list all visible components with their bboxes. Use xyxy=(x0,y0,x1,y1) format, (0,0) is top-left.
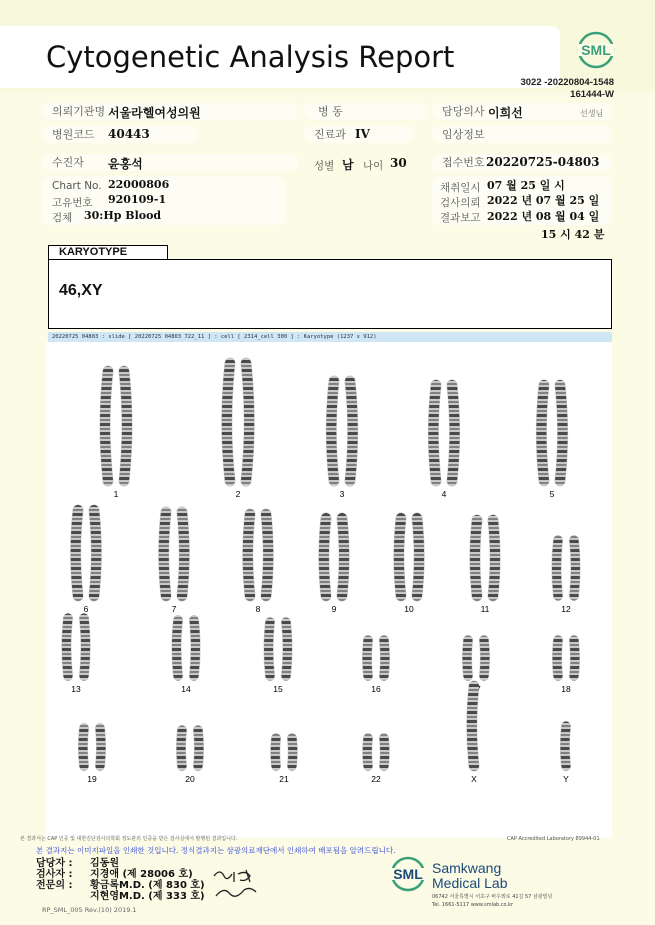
sex-value: 남 xyxy=(342,158,354,172)
chromosome-7-2 xyxy=(182,512,184,596)
chromosome-1-2 xyxy=(124,371,127,481)
id-value: 920109-1 xyxy=(108,193,167,206)
chromosome-label-13: 13 xyxy=(71,684,81,694)
chromosome-4-2 xyxy=(452,385,455,481)
karyogram-image xyxy=(46,342,612,838)
staff-role-2: 전문의 : xyxy=(36,880,73,891)
staff-role-0: 담당자 : xyxy=(36,858,73,869)
chromosome-label-21: 21 xyxy=(279,774,289,784)
chromosome-4-1 xyxy=(433,385,436,481)
logo-text: SML xyxy=(581,42,611,58)
form-version: RP_SML_005 Rev.(10) 2019.1 xyxy=(42,906,137,914)
chart-no-label: Chart No. xyxy=(52,180,102,192)
report-number: 3022 -20220804-1548 161444-W xyxy=(520,77,614,100)
chromosome-10-2 xyxy=(417,518,419,596)
chromosome-8-1 xyxy=(248,514,250,596)
chromosome-X xyxy=(472,686,474,766)
doctor-suffix: 선생님 xyxy=(580,109,604,118)
id-label: 고유번호 xyxy=(52,197,93,209)
chromosome-21-1 xyxy=(275,738,276,766)
chromosome-9-1 xyxy=(324,518,326,596)
chromosome-8-2 xyxy=(266,514,268,596)
chromosome-label-9: 9 xyxy=(331,604,337,614)
age-label: 나이 xyxy=(363,160,384,172)
chromosome-Y xyxy=(565,726,566,766)
lab-address: 06742 서울특별시 서초구 바우뫼로 41길 57 삼광빌딩 Tel. 1661-5117 www.smlab.co.kr xyxy=(432,894,553,908)
karyogram-caption: 20220725 04803 : slide [ 20220725 04803 722_11 ] : cell [ 2314_cell 300 ] : Karyotype (1237 x 912) xyxy=(48,332,612,342)
chromosome-17-2 xyxy=(484,640,485,676)
report-title: Cytogenetic Analysis Report xyxy=(46,40,455,74)
samkwang-logo-icon xyxy=(386,856,430,892)
karyotype-value: 46,XY xyxy=(59,282,103,299)
chromosome-1-1 xyxy=(105,371,108,481)
karyotype-box xyxy=(48,259,612,329)
chromosome-label-3: 3 xyxy=(339,489,345,499)
chromosome-label-X: X xyxy=(471,774,477,784)
chromosome-3-2 xyxy=(350,381,353,481)
chromosome-13-1 xyxy=(66,618,68,676)
chromosome-label-8: 8 xyxy=(255,604,261,614)
hospital-code-value: 40443 xyxy=(108,127,150,141)
chromosome-2-2 xyxy=(246,363,249,481)
chromosome-22-1 xyxy=(367,738,368,766)
chromosome-5-1 xyxy=(541,385,544,481)
chromosome-label-15: 15 xyxy=(273,684,283,694)
result-value: 2022 년 08 월 04 일 xyxy=(487,210,600,223)
signature-icon xyxy=(210,866,262,902)
patient-value: 윤홍석 xyxy=(108,157,143,171)
chromosome-label-12: 12 xyxy=(561,604,571,614)
chromosome-label-7: 7 xyxy=(171,604,177,614)
chromosome-7-1 xyxy=(164,512,166,596)
result-time-value: 15 시 42 분 xyxy=(541,228,605,241)
institution-field: 의뢰기관명 xyxy=(42,103,298,120)
chromosome-label-10: 10 xyxy=(404,604,414,614)
chromosome-16-2 xyxy=(384,640,385,676)
chromosome-label-18: 18 xyxy=(561,684,571,694)
specimen-value: 30:Hp Blood xyxy=(84,209,162,222)
chromosome-12-1 xyxy=(556,540,558,596)
chromosome-15-1 xyxy=(269,622,270,676)
doctor-field: 담당의사 xyxy=(432,103,612,120)
institution-value: 서울라헬여성의원 xyxy=(108,106,201,120)
staff-role-1: 검사자 : xyxy=(36,869,73,880)
staff-name-2: 황금록M.D. (제 830 호) xyxy=(90,880,205,891)
chromosome-9-2 xyxy=(342,518,344,596)
staff-name-1: 지경애 (제 28006 호) xyxy=(90,869,193,880)
clinical-info-field: 임상정보 xyxy=(432,126,612,143)
request-label: 검사의뢰 xyxy=(440,197,481,209)
chromosome-15-2 xyxy=(286,622,287,676)
chromosome-label-11: 11 xyxy=(480,604,490,614)
specimen-label: 검체 xyxy=(52,212,73,224)
sml-logo-icon xyxy=(576,30,616,70)
chromosome-22-2 xyxy=(384,738,385,766)
staff-name-3: 지현영M.D. (제 333 호) xyxy=(90,891,205,902)
chromosome-14-1 xyxy=(176,620,178,676)
result-label: 결과보고 xyxy=(440,212,481,224)
chromosome-6-2 xyxy=(94,510,96,596)
chromosome-5-2 xyxy=(560,385,563,481)
collection-value: 07 월 25 일 시 xyxy=(487,179,565,192)
chromosome-label-19: 19 xyxy=(87,774,97,784)
chromosome-label-6: 6 xyxy=(83,604,89,614)
chromosome-20-1 xyxy=(181,730,182,766)
chromosome-10-1 xyxy=(399,518,401,596)
collection-label: 채취일시 xyxy=(440,182,481,194)
chromosome-12-2 xyxy=(574,540,576,596)
chromosome-label-16: 16 xyxy=(371,684,381,694)
chromosome-label-20: 20 xyxy=(185,774,195,784)
karyogram-svg xyxy=(46,342,612,838)
receipt-field: 접수번호 xyxy=(432,154,612,171)
chromosome-18-2 xyxy=(574,640,575,676)
chromosome-20-2 xyxy=(198,730,199,766)
chromosome-label-Y: Y xyxy=(563,774,569,784)
chromosome-3-1 xyxy=(331,381,334,481)
staff-name-0: 김동원 xyxy=(90,858,119,869)
chromosome-2-1 xyxy=(227,363,230,481)
chromosome-6-1 xyxy=(76,510,78,596)
chromosome-label-17: 17 xyxy=(471,684,481,694)
chromosome-13-2 xyxy=(84,618,86,676)
chromosome-21-2 xyxy=(292,738,293,766)
age-value: 30 xyxy=(390,156,407,170)
chart-no-value: 22000806 xyxy=(108,178,170,191)
chromosome-label-2: 2 xyxy=(235,489,241,499)
department-value: IV xyxy=(355,127,370,141)
chromosome-19-1 xyxy=(83,728,84,766)
patient-field: 수진자 xyxy=(42,154,298,171)
receipt-value: 20220725-04803 xyxy=(486,155,600,169)
chromosome-11-1 xyxy=(475,520,477,596)
lab-name: Samkwang Medical Lab xyxy=(432,860,508,891)
chromosome-label-14: 14 xyxy=(181,684,191,694)
ward-field: 병 동 xyxy=(304,103,428,120)
chromosome-label-1: 1 xyxy=(113,489,119,499)
chromosome-label-5: 5 xyxy=(549,489,555,499)
svg-text:SML: SML xyxy=(393,866,423,882)
department-field: 진료과 xyxy=(304,126,414,143)
karyotype-heading: KARYOTYPE xyxy=(48,245,168,259)
chromosome-label-4: 4 xyxy=(441,489,447,499)
chromosome-11-2 xyxy=(493,520,495,596)
chromosome-19-2 xyxy=(100,728,101,766)
accreditation-text: 본 결과서는 CAP 인증 및 대한진단검사의학회 정도관리 인증을 받은 검사실에서 발행된 결과입니다. xyxy=(20,836,238,842)
print-notice: 본 결과지는 이미지파일을 인쇄한 것입니다. 정식결과지는 삼광의료재단에서 인쇄하여 배포됨을 알려드립니다. xyxy=(36,846,396,855)
hospital-code-field: 병원코드 xyxy=(42,126,198,143)
chromosome-label-22: 22 xyxy=(371,774,381,784)
request-value: 2022 년 07 월 25 일 xyxy=(487,194,600,207)
cap-text: CAP Accredited Laboratory 89944-01 xyxy=(507,836,600,842)
chromosome-17-1 xyxy=(467,640,468,676)
chromosome-16-1 xyxy=(367,640,368,676)
sex-label: 성별 xyxy=(314,160,335,172)
chromosome-14-2 xyxy=(194,620,196,676)
chromosome-18-1 xyxy=(557,640,558,676)
doctor-value: 이희선 xyxy=(488,106,523,120)
